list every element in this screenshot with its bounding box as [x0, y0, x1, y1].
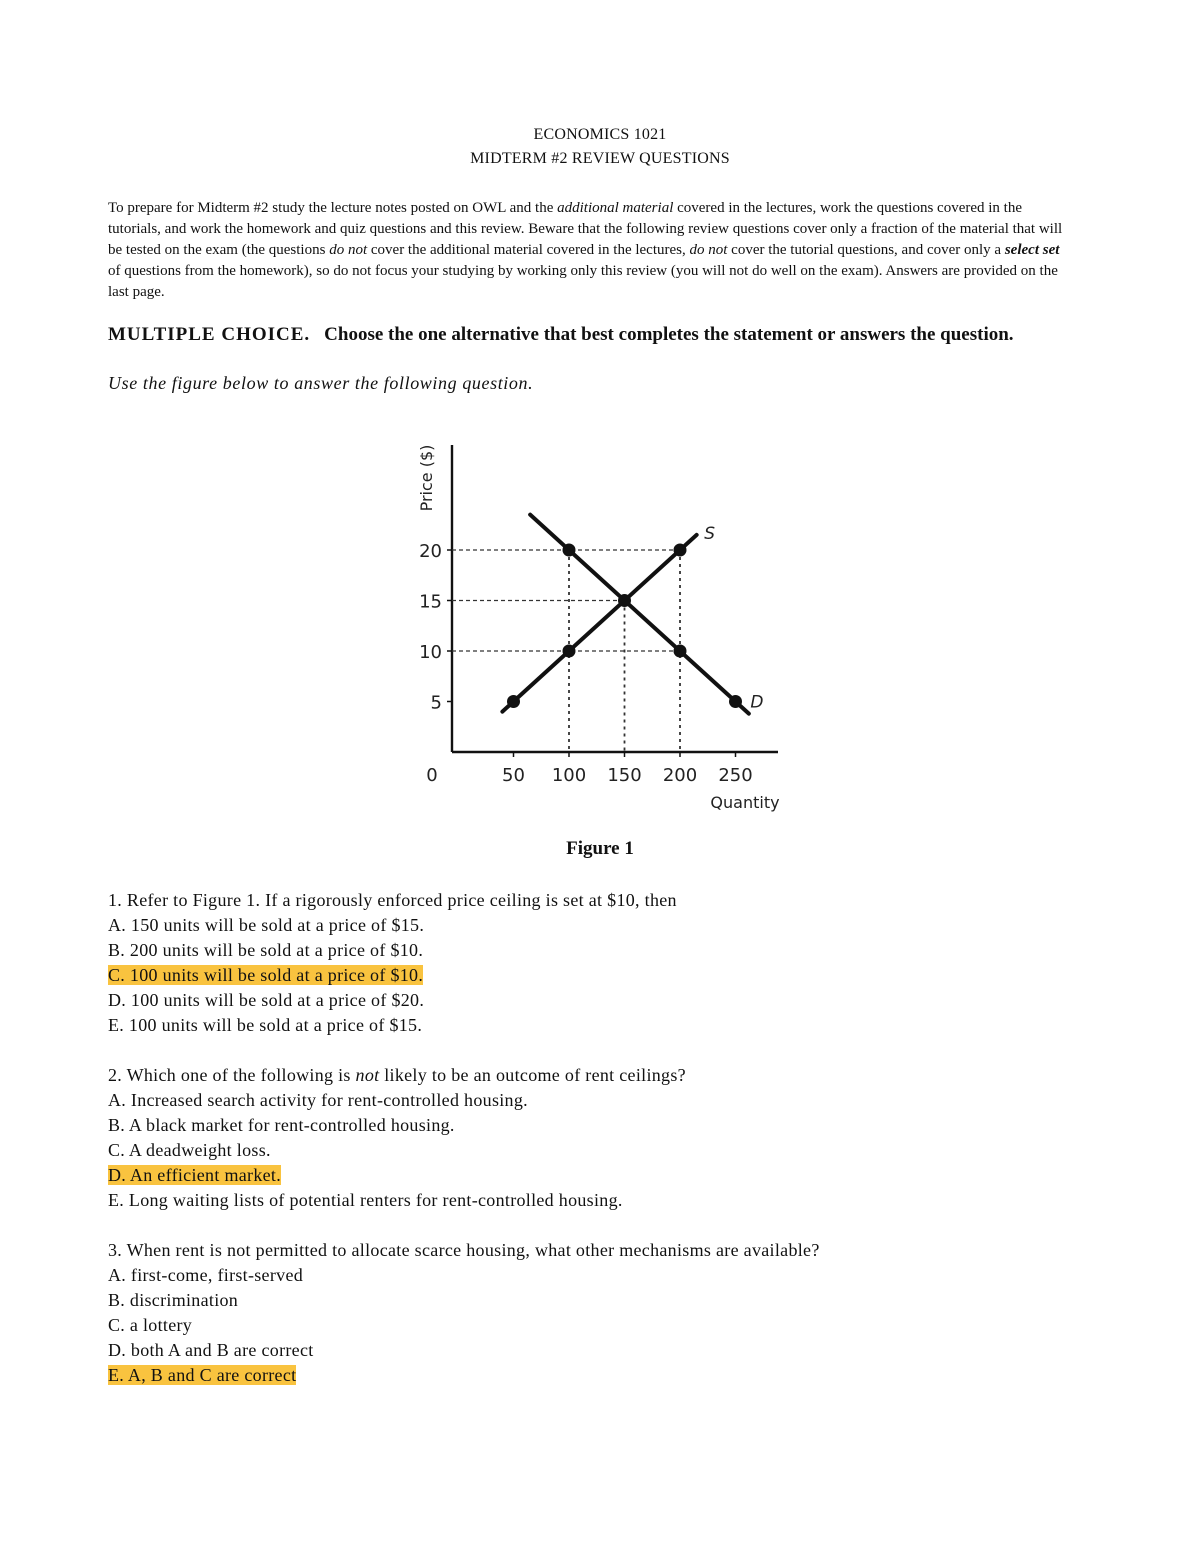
question-1	[108, 888, 1068, 1038]
supply-point	[507, 695, 520, 708]
answer-option	[108, 1113, 1068, 1138]
answer-option	[108, 988, 1068, 1013]
answer-option	[108, 1188, 1068, 1213]
answer-option-text: A. first-come, first-served	[108, 1265, 304, 1285]
answer-option-text: A. 150 units will be sold at a price of $15.	[108, 915, 425, 935]
origin-label: 0	[426, 765, 438, 786]
answer-option	[108, 1338, 1068, 1363]
answer-option-text: A. Increased search activity for rent-controlled housing.	[108, 1090, 528, 1110]
intro-emphasis-1: additional material	[557, 200, 674, 216]
figure-instruction: Use the figure below to answer the following question.	[108, 373, 534, 393]
demand-point	[729, 695, 742, 708]
question-2	[108, 1063, 1068, 1213]
question-stem	[108, 1063, 1068, 1088]
x-tick-label: 150	[607, 765, 642, 786]
answer-option-text: E. 100 units will be sold at a price of $15.	[108, 1015, 423, 1035]
intro-paragraph	[108, 198, 1068, 303]
intro-text-4: cover the tutorial questions, and cover only a	[727, 242, 1005, 258]
figure-caption: Figure 1	[566, 838, 634, 859]
answer-option	[108, 913, 1068, 938]
question-stem-emphasis: not	[355, 1065, 380, 1085]
answer-option-text: D. 100 units will be sold at a price of $20.	[108, 990, 425, 1010]
answer-option	[108, 1013, 1068, 1038]
y-tick-label: 20	[419, 541, 442, 562]
answer-option	[108, 1313, 1068, 1338]
document-subtitle: MIDTERM #2 REVIEW QUESTIONS	[470, 150, 730, 167]
answer-option	[108, 1138, 1068, 1163]
x-tick-label: 250	[718, 765, 753, 786]
answer-option	[108, 938, 1068, 963]
y-tick-label: 15	[419, 591, 442, 613]
question-stem-text: 3. When rent is not permitted to allocate scarce housing, what other mechanisms are available?	[108, 1240, 820, 1260]
question-stem-text: 1. Refer to Figure 1. If a rigorously enforced price ceiling is set at $10, then	[108, 890, 677, 910]
answer-option-text: D. both A and B are correct	[108, 1340, 314, 1360]
multiple-choice-heading	[108, 322, 1068, 348]
x-axis-label: Quantity	[710, 793, 780, 812]
demand-point	[563, 544, 576, 557]
answer-option	[108, 1363, 1068, 1388]
intro-emphasis-3: do not	[689, 242, 728, 258]
question-stem-text: likely to be an outcome of rent ceilings?	[379, 1065, 686, 1085]
y-tick-label: 5	[430, 692, 442, 714]
answer-option	[108, 1163, 1068, 1188]
supply-curve	[502, 535, 696, 712]
question-3	[108, 1238, 1068, 1388]
mc-instruction: Choose the one alternative that best completes the statement or answers the question.	[324, 324, 1014, 345]
answer-option-text: C. a lottery	[108, 1315, 193, 1335]
demand-point	[674, 645, 687, 658]
correct-answer-highlight: D. An efficient market.	[108, 1165, 282, 1185]
intro-text-3: cover the additional material covered in the lectures,	[367, 242, 690, 258]
mc-label: MULTIPLE CHOICE.	[108, 324, 311, 345]
demand-label: D	[750, 692, 764, 713]
intro-text-2: covered in the lectures, work the questions covered in the tutorials, and work the homework and quiz questions and this review. Beware that the following review questions cover only a fraction of the material that will be tested on the exam (the questions	[108, 200, 1063, 258]
question-stem	[108, 1238, 1068, 1263]
answer-option-text: B. A black market for rent-controlled housing.	[108, 1115, 455, 1135]
course-title: ECONOMICS 1021	[533, 126, 667, 143]
answer-option-text: C. A deadweight loss.	[108, 1140, 271, 1160]
demand-curve	[530, 515, 749, 714]
answer-option	[108, 1088, 1068, 1113]
supply-point	[674, 544, 687, 557]
correct-answer-highlight: C. 100 units will be sold at a price of $10.	[108, 965, 424, 985]
supply-label: S	[704, 523, 715, 544]
supply-demand-chart	[400, 430, 800, 830]
y-axis-label: Price ($)	[417, 444, 436, 512]
answer-option-text: B. discrimination	[108, 1290, 239, 1310]
correct-answer-highlight: E. A, B and C are correct	[108, 1365, 297, 1385]
supply-point	[563, 645, 576, 658]
question-stem-text: 2. Which one of the following is	[108, 1065, 356, 1085]
x-tick-label: 100	[551, 765, 587, 786]
answer-option	[108, 963, 1068, 988]
answer-option	[108, 1288, 1068, 1313]
intro-emphasis-4: select set	[1004, 242, 1060, 258]
answer-option	[108, 1263, 1068, 1288]
intro-text-5: of questions from the homework), so do not focus your studying by working only this review (you will not do well on the exam). Answers are provided on the last page.	[108, 263, 1058, 300]
intro-emphasis-2: do not	[329, 242, 368, 258]
answer-option-text: E. Long waiting lists of potential renters for rent-controlled housing.	[108, 1190, 623, 1210]
intro-text-1: To prepare for Midterm #2 study the lecture notes posted on OWL and the	[108, 200, 558, 216]
question-stem	[108, 888, 1068, 913]
supply-point	[618, 594, 631, 607]
x-tick-label: 200	[662, 765, 698, 786]
x-tick-label: 50	[502, 765, 525, 786]
answer-option-text: B. 200 units will be sold at a price of $10.	[108, 940, 424, 960]
y-tick-label: 10	[419, 642, 442, 663]
